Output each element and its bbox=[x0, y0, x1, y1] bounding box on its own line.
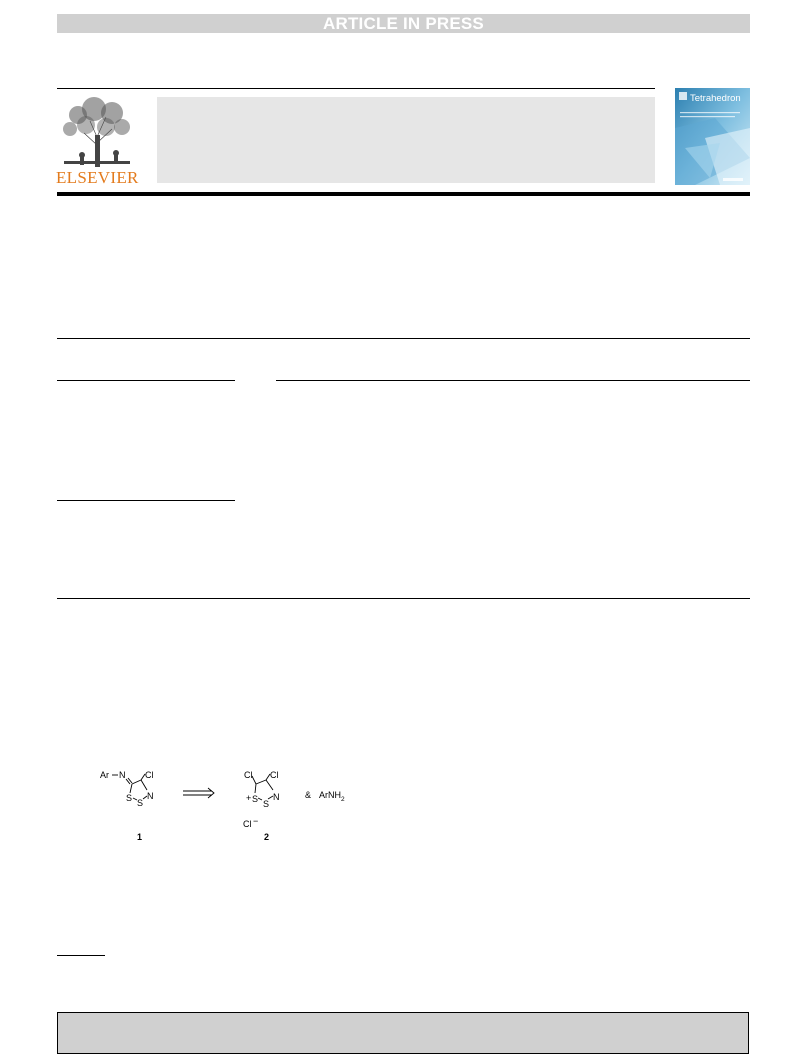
article-in-press-banner: ARTICLE IN PRESS bbox=[57, 14, 750, 33]
c1-n-exo-label: N bbox=[119, 770, 126, 780]
article-info-bottom-rule bbox=[57, 598, 750, 599]
c1-s2-label: S bbox=[137, 798, 144, 808]
elsevier-tree-logo bbox=[56, 95, 138, 169]
retrosynthesis-arrow bbox=[183, 788, 214, 798]
journal-cover-title: Tetrahedron bbox=[690, 93, 741, 104]
c1-n-ring-label: N bbox=[147, 791, 154, 801]
c2-cl-left-label: Cl bbox=[244, 770, 253, 780]
c2-s2-label: S bbox=[263, 799, 270, 809]
amine-subscript: 2 bbox=[341, 796, 345, 803]
scheme-ampersand: & bbox=[305, 790, 312, 800]
amine-formula: ArNH bbox=[319, 790, 341, 800]
scheme-amine bbox=[319, 790, 345, 803]
compound-2-structure bbox=[243, 770, 280, 842]
compound-1-number: 1 bbox=[137, 832, 143, 842]
journal-header-box bbox=[157, 97, 655, 183]
c1-cl-label: Cl bbox=[145, 770, 154, 780]
article-info-top-rule bbox=[57, 338, 750, 339]
c1-ar-label: Ar bbox=[100, 770, 109, 780]
compound-2-number: 2 bbox=[264, 832, 270, 842]
header-bottom-rule bbox=[57, 192, 750, 196]
footnote-rule bbox=[57, 955, 105, 956]
c2-s1-label: S bbox=[252, 794, 259, 804]
c2-chloride-label: Cl bbox=[243, 819, 252, 829]
journal-cover bbox=[675, 88, 750, 185]
c2-minus-label: − bbox=[253, 816, 259, 826]
compound-1-structure bbox=[100, 770, 154, 842]
abstract-rule bbox=[276, 380, 750, 381]
header-top-rule bbox=[57, 88, 655, 89]
article-info-left-rule bbox=[57, 380, 235, 381]
keywords-rule bbox=[57, 500, 235, 501]
c2-n-ring-label: N bbox=[273, 792, 280, 802]
elsevier-wordmark: ELSEVIER bbox=[56, 168, 139, 187]
c1-s1-label: S bbox=[126, 793, 133, 803]
reaction-scheme bbox=[90, 760, 380, 850]
c2-plus-label: + bbox=[246, 793, 252, 803]
citation-box bbox=[57, 1012, 749, 1054]
c2-cl-right-label: Cl bbox=[270, 770, 279, 780]
